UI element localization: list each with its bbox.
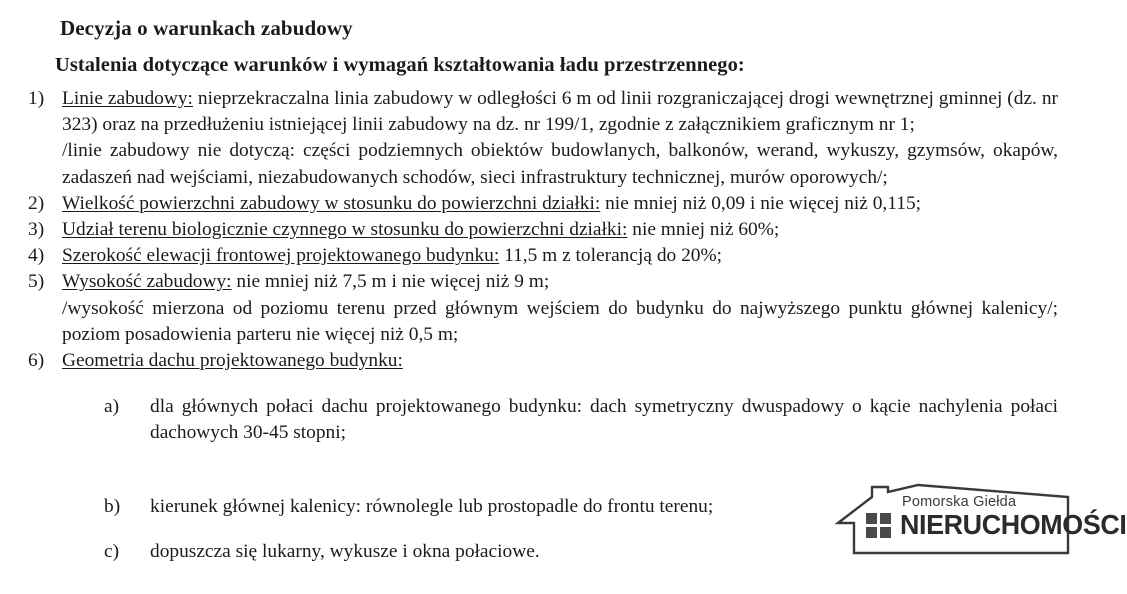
item-lead-in: Szerokość elewacji frontowej projektowanego budynku: xyxy=(62,245,500,267)
section-heading: Ustalenia dotyczące warunków i wymagań kształtowania ładu przestrzennego: xyxy=(55,54,745,76)
item-body: nie mniej niż 0,09 i nie więcej niż 0,115; xyxy=(600,192,922,214)
list-item xyxy=(28,348,1058,374)
item-body: 11,5 m z tolerancją do 20%; xyxy=(499,245,722,267)
sub-item-body: dla głównych połaci dachu projektowanego budynku: dach symetryczny dwuspadowy o kącie nachylenia połaci dachowych 30-45 stopni; xyxy=(150,395,1058,443)
item-note: /wysokość mierzona od poziomu terenu przed głównym wejściem do budynku do najwyższego punktu głównej kalenicy/; poziom posadowienia parteru nie więcej niż 0,5 m; xyxy=(62,297,1058,345)
list-item xyxy=(28,243,1058,269)
item-note: /linie zabudowy nie dotyczą: części podziemnych obiektów budowlanych, balkonów, werand, wykuszy, gzymsów, okapów, zadaszeń nad wejściami, niezabudowanych schodów, sieci infrastruktury technicznej, murów oporowych/; xyxy=(62,140,1058,188)
window-pane-icon xyxy=(866,527,877,538)
list-item xyxy=(28,86,1058,138)
item-lead-in: Wielkość powierzchni zabudowy w stosunku do powierzchni działki: xyxy=(62,192,601,214)
sub-list-item xyxy=(104,394,1058,446)
list-marker: 5) xyxy=(28,271,45,293)
window-pane-icon xyxy=(880,513,891,524)
item-lead-in: Linie zabudowy: xyxy=(62,88,193,109)
window-pane-icon xyxy=(880,527,891,538)
sub-item-body: dopuszcza się lukarny, wykusze i okna połaciowe. xyxy=(150,541,540,563)
window-pane-icon xyxy=(866,513,877,524)
logo-wordmark: NIERUCHOMOŚCI xyxy=(900,509,1127,540)
list-marker: 6) xyxy=(28,350,45,372)
sub-list-marker: c) xyxy=(104,541,120,563)
page-title: Decyzja o warunkach zabudowy xyxy=(60,16,353,40)
list-marker: 2) xyxy=(28,192,45,214)
list-item xyxy=(28,269,1058,295)
item-lead-in: Geometria dachu projektowanego budynku: xyxy=(62,350,403,372)
list-marker: 1) xyxy=(28,88,45,109)
sub-list-marker: b) xyxy=(104,495,121,517)
item-lead-in: Wysokość zabudowy: xyxy=(62,271,232,293)
item-body: nie mniej niż 7,5 m i nie więcej niż 9 m; xyxy=(231,271,550,293)
list-item xyxy=(28,217,1058,243)
sublist-spacer xyxy=(62,465,1058,474)
list-marker: 3) xyxy=(28,219,45,241)
sub-list-marker: a) xyxy=(104,395,120,417)
item-lead-in: Udział terenu biologicznie czynnego w stosunku do powierzchni działki: xyxy=(62,219,628,241)
logo-tagline: Pomorska Giełda xyxy=(902,494,1017,510)
item-body: nie mniej niż 60%; xyxy=(627,219,780,241)
item-body: nieprzekraczalna linia zabudowy w odległości 6 m od linii rozgraniczającej drogi wewnętrznej gminnej (dz. nr 323) oraz na przedłużeniu istniejącej linii zabudowy na dz. nr 199/1, zgodnie z załącznikiem graficznym nr 1; xyxy=(62,88,1058,136)
sub-item-body: kierunek głównej kalenicy: równolegle lub prostopadle do frontu terenu; xyxy=(150,495,714,517)
list-item xyxy=(28,191,1058,217)
company-logo xyxy=(836,483,1127,555)
list-marker: 4) xyxy=(28,245,45,267)
